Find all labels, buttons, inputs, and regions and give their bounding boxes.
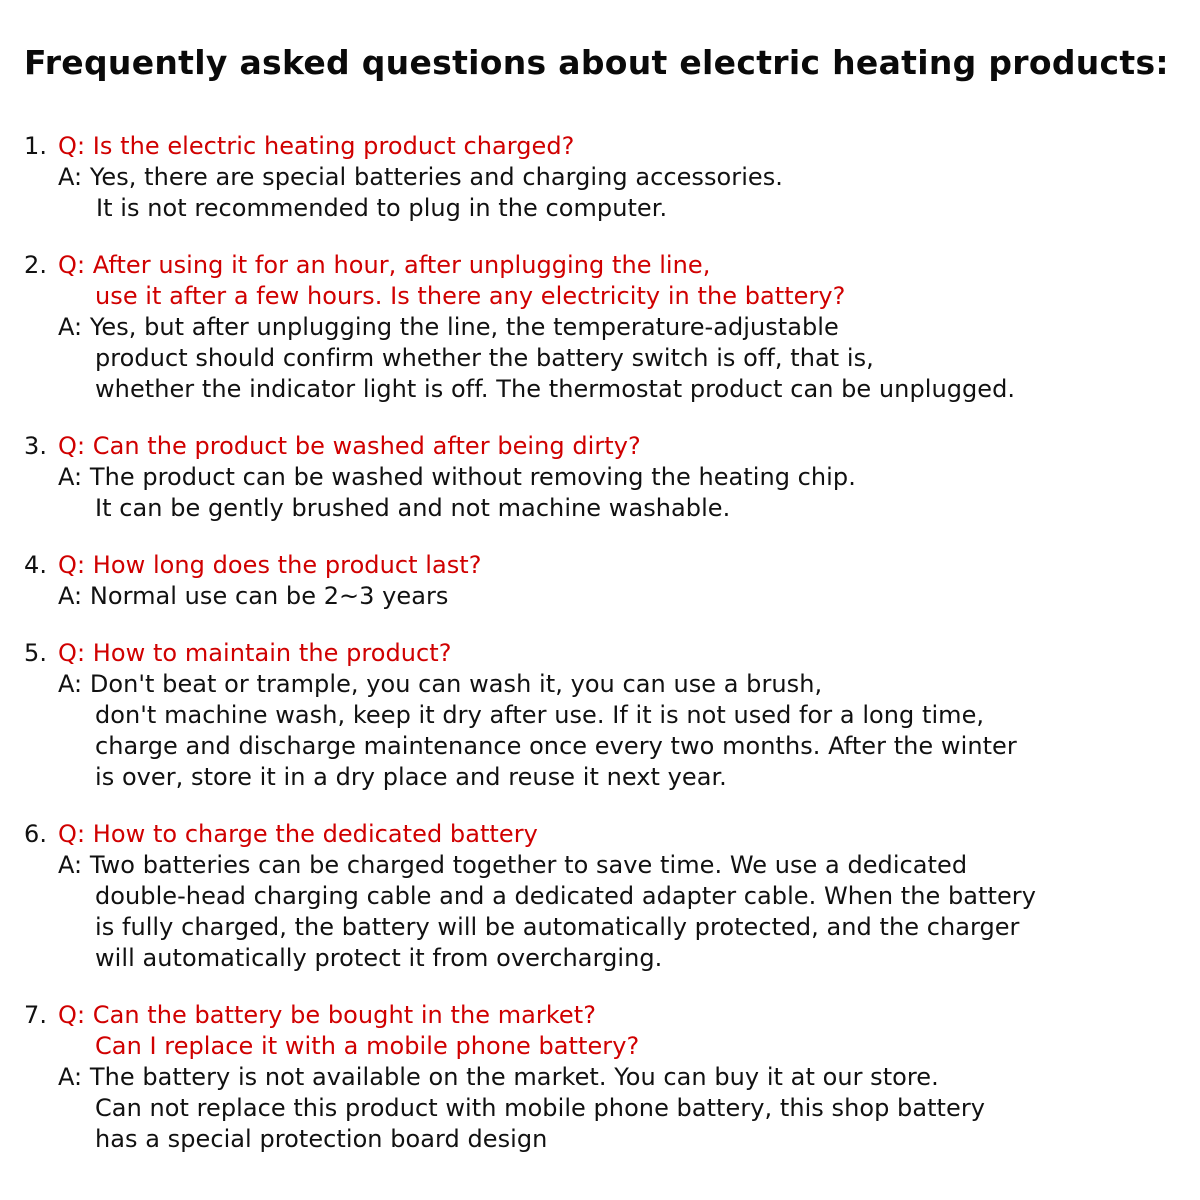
faq-answer: don't machine wash, keep it dry after use. If it is not used for a long time, (95, 701, 985, 729)
faq-question: Q: How long does the product last? (58, 551, 482, 579)
faq-number: 5. (24, 639, 47, 667)
faq-answer: A: Don't beat or trample, you can wash it, you can use a brush, (58, 670, 823, 698)
faq-question: Q: Is the electric heating product charged? (58, 132, 575, 160)
faq-answer: It is not recommended to plug in the computer. (96, 194, 668, 222)
faq-question: Can I replace it with a mobile phone battery? (95, 1032, 640, 1060)
faq-answer: is fully charged, the battery will be automatically protected, and the charger (95, 913, 1020, 941)
faq-answer: A: The product can be washed without removing the heating chip. (58, 463, 856, 491)
faq-answer: A: The battery is not available on the market. You can buy it at our store. (58, 1063, 939, 1091)
faq-answer: has a special protection board design (95, 1125, 548, 1153)
faq-answer: whether the indicator light is off. The thermostat product can be unplugged. (95, 375, 1016, 403)
faq-question: Q: How to maintain the product? (58, 639, 452, 667)
faq-number: 1. (24, 132, 47, 160)
faq-answer: It can be gently brushed and not machine washable. (95, 494, 731, 522)
faq-answer: A: Normal use can be 2~3 years (58, 582, 449, 610)
faq-answer: A: Two batteries can be charged together to save time. We use a dedicated (58, 851, 968, 879)
faq-number: 7. (24, 1001, 47, 1029)
faq-question: Q: How to charge the dedicated battery (58, 820, 538, 848)
faq-number: 2. (24, 251, 47, 279)
faq-number: 4. (24, 551, 47, 579)
faq-answer: is over, store it in a dry place and reuse it next year. (95, 763, 727, 791)
faq-answer: charge and discharge maintenance once every two months. After the winter (95, 732, 1017, 760)
faq-number: 3. (24, 432, 47, 460)
faq-question: Q: Can the product be washed after being dirty? (58, 432, 641, 460)
faq-question: Q: Can the battery be bought in the market? (58, 1001, 596, 1029)
faq-answer: double-head charging cable and a dedicated adapter cable. When the battery (95, 882, 1036, 910)
faq-answer: Can not replace this product with mobile phone battery, this shop battery (95, 1094, 985, 1122)
faq-answer: will automatically protect it from overcharging. (95, 944, 663, 972)
faq-answer: A: Yes, there are special batteries and charging accessories. (58, 163, 783, 191)
page-title: Frequently asked questions about electric heating products: (24, 43, 1169, 82)
faq-number: 6. (24, 820, 47, 848)
faq-answer: A: Yes, but after unplugging the line, the temperature-adjustable (58, 313, 839, 341)
faq-answer: product should confirm whether the battery switch is off, that is, (95, 344, 874, 372)
faq-question: Q: After using it for an hour, after unplugging the line, (58, 251, 711, 279)
faq-question: use it after a few hours. Is there any electricity in the battery? (95, 282, 846, 310)
